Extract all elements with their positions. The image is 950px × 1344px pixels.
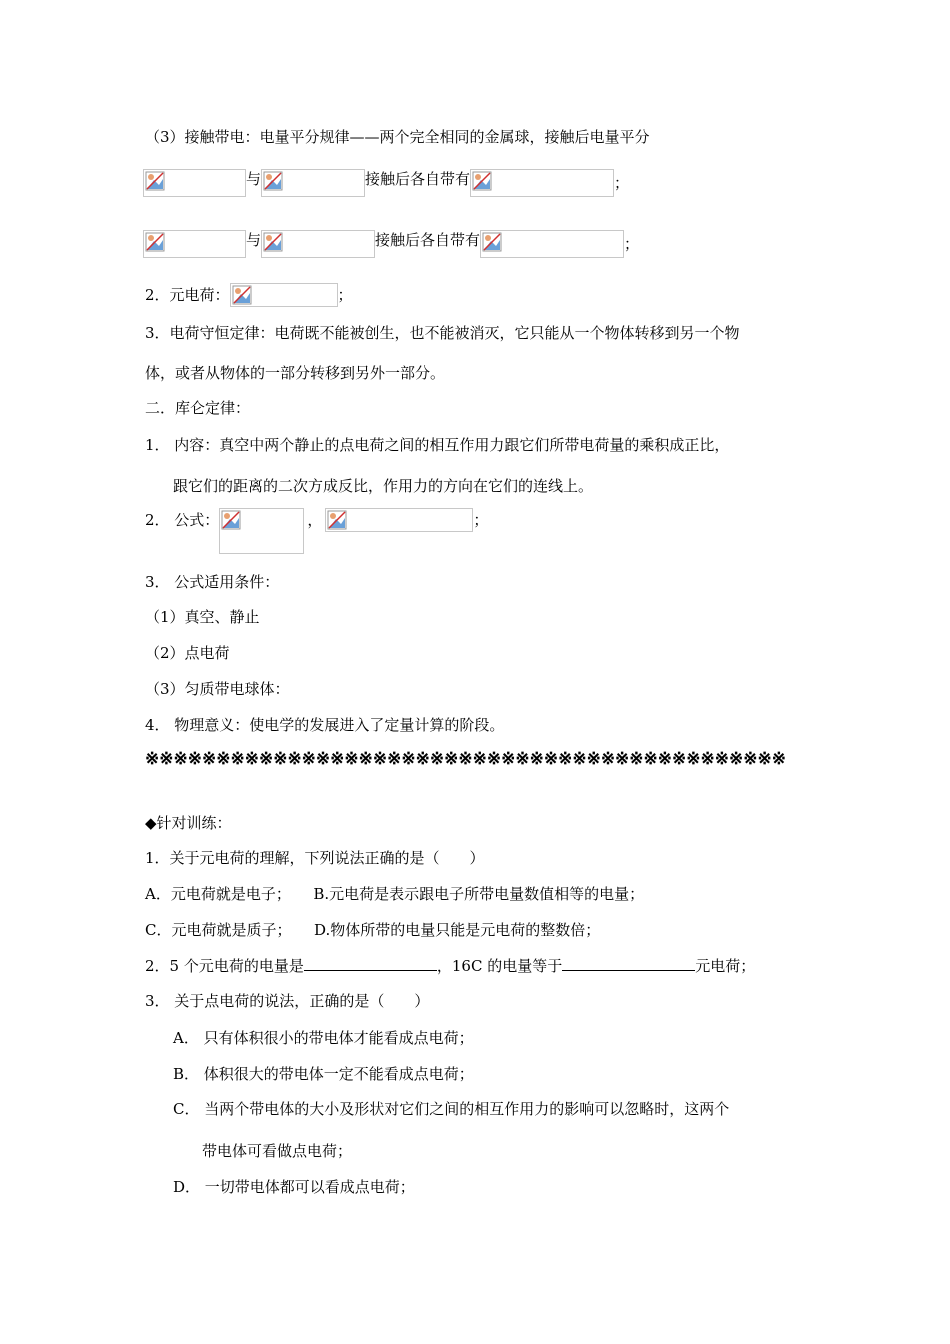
question-3-option-a: A． 只有体积很小的带电体才能看成点电荷； — [173, 1029, 474, 1047]
question-2-part-2: ，16C 的电量等于 — [436, 957, 563, 975]
formula-image — [143, 169, 246, 197]
broken-image-icon — [263, 232, 283, 252]
coulomb-heading: 二．库仑定律： — [145, 399, 251, 417]
formula-image — [470, 169, 614, 197]
broken-image-icon — [221, 510, 241, 530]
question-3-option-b: B． 体积很大的带电体一定不能看成点电荷； — [173, 1065, 474, 1083]
condition-2: （2）点电荷 — [145, 644, 230, 662]
practice-heading: ◆针对训练： — [145, 814, 232, 832]
formula-image — [261, 169, 365, 197]
broken-image-icon — [145, 171, 165, 191]
semicolon: ； — [337, 286, 353, 304]
formula-image — [230, 283, 338, 307]
semicolon: ； — [624, 235, 640, 253]
formula-label: 2． 公式： — [145, 511, 220, 529]
after-contact-text: 接触后各自带有 — [365, 170, 471, 188]
and-text: 与 — [246, 231, 262, 249]
coulomb-content-1: 1． 内容：真空中两个静止的点电荷之间的相互作用力跟它们所带电荷量的乘积成正比， — [145, 436, 730, 454]
question-2 — [145, 956, 755, 976]
condition-3: （3）匀质带电球体： — [145, 680, 290, 698]
question-2-part-3: 元电荷； — [695, 957, 756, 975]
question-3-option-d: D． 一切带电体都可以看成点电荷； — [173, 1178, 415, 1196]
conservation-line-1: 3．电荷守恒定律：电荷既不能被创生，也不能被消灭，它只能从一个物体转移到另一个物 — [145, 324, 740, 342]
after-contact-text: 接触后各自带有 — [375, 231, 481, 249]
formula-line — [145, 508, 488, 554]
formula-image — [325, 508, 473, 532]
separator-line: ※※※※※※※※※※※※※※※※※※※※※※※※※※※※※※※※※※※※※※※※※※※※※ — [145, 749, 786, 769]
contact-row-2 — [143, 230, 639, 258]
broken-image-icon — [232, 285, 252, 305]
question-1-options-cd: C．元电荷就是质子； D.物体所带的电量只能是元电荷的整数倍； — [145, 921, 601, 939]
and-text: 与 — [246, 170, 262, 188]
broken-image-icon — [472, 171, 492, 191]
question-3: 3． 关于点电荷的说法，正确的是（ ） — [145, 992, 430, 1010]
contact-row-1 — [143, 169, 629, 197]
coulomb-content-2: 跟它们的距离的二次方成反比，作用力的方向在它们的连线上。 — [173, 477, 594, 495]
conservation-line-2: 体，或者从物体的一部分转移到另外一部分。 — [145, 364, 446, 382]
broken-image-icon — [263, 171, 283, 191]
question-3-option-c-1: C． 当两个带电体的大小及形状对它们之间的相互作用力的影响可以忽略时，这两个 — [173, 1100, 730, 1118]
physical-meaning: 4． 物理意义：使电学的发展进入了定量计算的阶段。 — [145, 716, 505, 734]
broken-image-icon — [327, 510, 347, 530]
question-1-options-ab: A．元电荷就是电子； B.元电荷是表示跟电子所带电量数值相等的电量； — [145, 885, 645, 903]
elementary-charge-line — [145, 283, 353, 307]
formula-image — [480, 230, 624, 258]
semicolon: ； — [614, 174, 630, 192]
conditions-heading: 3． 公式适用条件： — [145, 573, 280, 591]
question-3-option-c-2: 带电体可看做点电荷； — [202, 1142, 353, 1160]
answer-blank[interactable] — [562, 956, 695, 971]
formula-image — [143, 230, 246, 258]
formula-image — [219, 508, 304, 554]
broken-image-icon — [145, 232, 165, 252]
question-1: 1．关于元电荷的理解，下列说法正确的是（ ） — [145, 849, 485, 867]
broken-image-icon — [482, 232, 502, 252]
answer-blank[interactable] — [304, 956, 437, 971]
formula-image — [261, 230, 375, 258]
comma: ， — [307, 511, 323, 529]
contact-charging-line: （3）接触带电：电量平分规律——两个完全相同的金属球，接触后电量平分 — [145, 128, 650, 146]
elementary-charge-label: 2．元电荷： — [145, 286, 230, 304]
question-2-part-1: 2．5 个元电荷的电量是 — [145, 957, 304, 975]
semicolon: ； — [473, 511, 489, 529]
condition-1: （1）真空、静止 — [145, 608, 260, 626]
